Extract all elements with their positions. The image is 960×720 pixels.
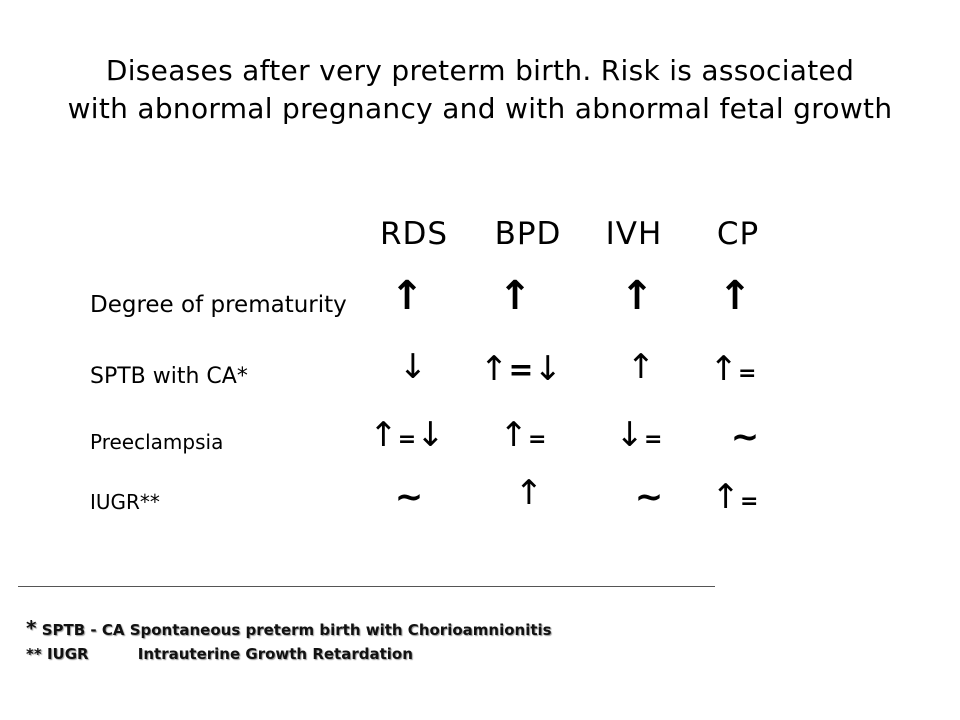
cell-prematurity-cp: ↑ bbox=[718, 273, 752, 319]
cell-iugr-ivh: ~ bbox=[634, 477, 664, 517]
row-label-preeclampsia: Preeclampsia bbox=[90, 430, 224, 454]
title-line-2: with abnormal pregnancy and with abnormal fetal growth bbox=[67, 92, 893, 125]
footnote-2-text: Intrauterine Growth Retardation bbox=[137, 645, 413, 663]
footnote-2-abbr: IUGR bbox=[46, 645, 89, 663]
cell-preeclampsia-cp: ~ bbox=[730, 417, 760, 457]
cell-preeclampsia-bpd: ↑= bbox=[499, 415, 547, 455]
footnote-sptb bbox=[26, 616, 552, 640]
row-label-iugr: IUGR** bbox=[90, 490, 160, 514]
cell-iugr-bpd: ↑ bbox=[514, 473, 544, 513]
column-header-cp: CP bbox=[716, 216, 760, 252]
footnote-divider bbox=[18, 586, 715, 587]
cell-preeclampsia-ivh: ↓= bbox=[615, 415, 663, 455]
cell-iugr-cp: ↑= bbox=[711, 477, 759, 517]
column-header-ivh: IVH bbox=[605, 216, 663, 252]
footnote-1-marker: * bbox=[26, 616, 37, 640]
cell-iugr-rds: ~ bbox=[394, 477, 424, 517]
column-header-bpd: BPD bbox=[494, 216, 562, 252]
cell-sptb-cp: ↑= bbox=[709, 349, 757, 389]
cell-preeclampsia-rds: ↑=↓ bbox=[369, 415, 445, 455]
cell-sptb-rds: ↓ bbox=[398, 347, 428, 387]
footnote-iugr bbox=[26, 645, 413, 663]
cell-sptb-bpd: ↑=↓ bbox=[479, 349, 563, 389]
cell-sptb-ivh: ↑ bbox=[626, 347, 656, 387]
row-label-prematurity: Degree of prematurity bbox=[90, 292, 347, 318]
footnote-1-abbr: SPTB - CA bbox=[41, 621, 125, 639]
cell-prematurity-ivh: ↑ bbox=[620, 273, 654, 319]
footnote-2-marker: ** bbox=[26, 645, 42, 663]
row-label-sptb: SPTB with CA* bbox=[90, 364, 248, 389]
cell-prematurity-bpd: ↑ bbox=[498, 273, 532, 319]
cell-prematurity-rds: ↑ bbox=[390, 273, 424, 319]
slide-title bbox=[0, 52, 960, 128]
column-header-rds: RDS bbox=[379, 216, 449, 252]
title-line-1: Diseases after very preterm birth. Risk is associated bbox=[105, 54, 855, 87]
footnote-1-text: Spontaneous preterm birth with Chorioamnionitis bbox=[129, 621, 552, 639]
